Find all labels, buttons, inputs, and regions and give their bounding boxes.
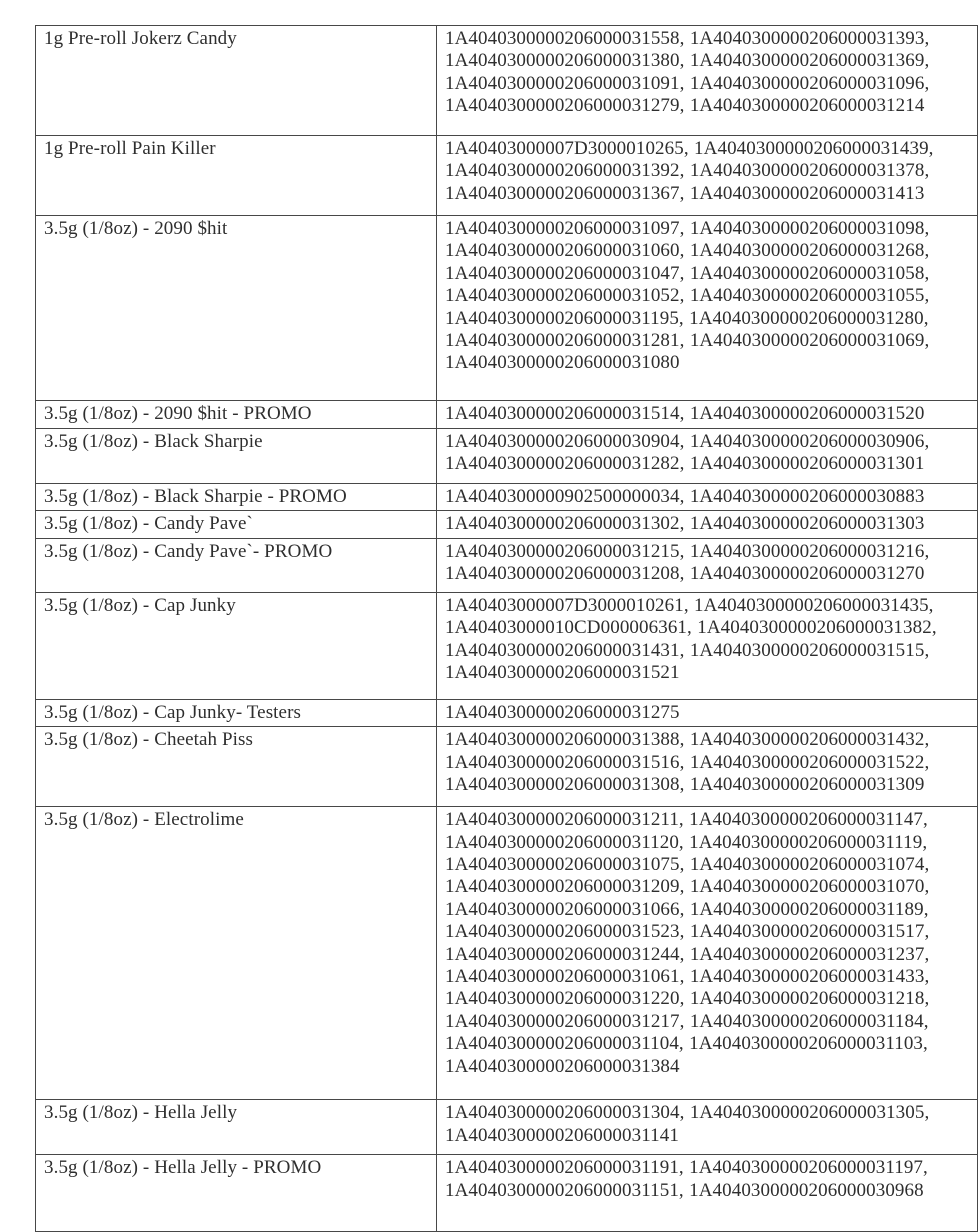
product-name-cell: 3.5g (1/8oz) - Black Sharpie: [36, 429, 437, 484]
table-row: [36, 429, 978, 484]
product-name-cell: 3.5g (1/8oz) - 2090 $hit - PROMO: [36, 401, 437, 429]
package-tags-cell: 1A4040300000206000031302, 1A4040300000206000031303: [437, 511, 978, 538]
table-row: [36, 1100, 978, 1155]
product-name-cell: 3.5g (1/8oz) - Cheetah Piss: [36, 727, 437, 807]
table-row: [36, 401, 978, 429]
table-row: [36, 727, 978, 807]
product-name-cell: 3.5g (1/8oz) - Cap Junky: [36, 592, 437, 699]
package-tags-cell: 1A4040300000206000031388, 1A4040300000206000031432, 1A4040300000206000031516, 1A4040300000206000031522, 1A4040300000206000031308, 1A4040300000206000031309: [437, 727, 978, 807]
product-name-cell: 3.5g (1/8oz) - Candy Pave`- PROMO: [36, 538, 437, 592]
table-row: [36, 136, 978, 216]
product-name-cell: 3.5g (1/8oz) - Hella Jelly: [36, 1100, 437, 1155]
product-name-cell: 3.5g (1/8oz) - 2090 $hit: [36, 216, 437, 401]
package-tags-cell: 1A40403000007D3000010261, 1A4040300000206000031435, 1A40403000010CD000006361, 1A4040300000206000031382, 1A4040300000206000031431, 1A4040300000206000031515, 1A4040300000206000031521: [437, 592, 978, 699]
package-tags-cell: 1A4040300000206000031514, 1A4040300000206000031520: [437, 401, 978, 429]
package-tags-cell: 1A4040300000206000031211, 1A4040300000206000031147, 1A4040300000206000031120, 1A4040300000206000031119, 1A4040300000206000031075, 1A4040300000206000031074, 1A4040300000206000031209, 1A4040300000206000031070, 1A4040300000206000031066, 1A4040300000206000031189, 1A4040300000206000031523, 1A4040300000206000031517, 1A4040300000206000031244, 1A4040300000206000031237, 1A4040300000206000031061, 1A4040300000206000031433, 1A4040300000206000031220, 1A4040300000206000031218, 1A4040300000206000031217, 1A4040300000206000031184, 1A4040300000206000031104, 1A4040300000206000031103, 1A4040300000206000031384: [437, 807, 978, 1100]
packages-table-body: [36, 26, 978, 1232]
product-name-cell: 3.5g (1/8oz) - Hella Jelly - PROMO: [36, 1155, 437, 1232]
package-tags-cell: 1A4040300000206000031191, 1A4040300000206000031197, 1A4040300000206000031151, 1A4040300000206000030968: [437, 1155, 978, 1232]
package-tags-cell: 1A4040300000206000031215, 1A4040300000206000031216, 1A4040300000206000031208, 1A4040300000206000031270: [437, 538, 978, 592]
package-tags-cell: 1A4040300000902500000034, 1A4040300000206000030883: [437, 484, 978, 511]
package-tags-cell: 1A4040300000206000031558, 1A4040300000206000031393, 1A4040300000206000031380, 1A4040300000206000031369, 1A4040300000206000031091, 1A4040300000206000031096, 1A4040300000206000031279, 1A4040300000206000031214: [437, 26, 978, 136]
package-tags-cell: 1A40403000007D3000010265, 1A4040300000206000031439, 1A4040300000206000031392, 1A4040300000206000031378, 1A4040300000206000031367, 1A4040300000206000031413: [437, 136, 978, 216]
packages-table: [35, 25, 978, 1232]
table-row: [36, 592, 978, 699]
package-tags-cell: 1A4040300000206000031304, 1A4040300000206000031305, 1A4040300000206000031141: [437, 1100, 978, 1155]
table-row: [36, 699, 978, 726]
table-row: [36, 511, 978, 538]
table-row: [36, 538, 978, 592]
package-tags-cell: 1A4040300000206000030904, 1A4040300000206000030906, 1A4040300000206000031282, 1A4040300000206000031301: [437, 429, 978, 484]
product-name-cell: 3.5g (1/8oz) - Electrolime: [36, 807, 437, 1100]
product-name-cell: 1g Pre-roll Jokerz Candy: [36, 26, 437, 136]
table-row: [36, 26, 978, 136]
package-tags-cell: 1A4040300000206000031275: [437, 699, 978, 726]
table-row: [36, 1155, 978, 1232]
table-row: [36, 216, 978, 401]
package-tags-cell: 1A4040300000206000031097, 1A4040300000206000031098, 1A4040300000206000031060, 1A4040300000206000031268, 1A4040300000206000031047, 1A4040300000206000031058, 1A4040300000206000031052, 1A4040300000206000031055, 1A4040300000206000031195, 1A4040300000206000031280, 1A4040300000206000031281, 1A4040300000206000031069, 1A4040300000206000031080: [437, 216, 978, 401]
product-name-cell: 3.5g (1/8oz) - Cap Junky- Testers: [36, 699, 437, 726]
product-name-cell: 1g Pre-roll Pain Killer: [36, 136, 437, 216]
product-name-cell: 3.5g (1/8oz) - Candy Pave`: [36, 511, 437, 538]
product-name-cell: 3.5g (1/8oz) - Black Sharpie - PROMO: [36, 484, 437, 511]
table-row: [36, 807, 978, 1100]
table-row: [36, 484, 978, 511]
